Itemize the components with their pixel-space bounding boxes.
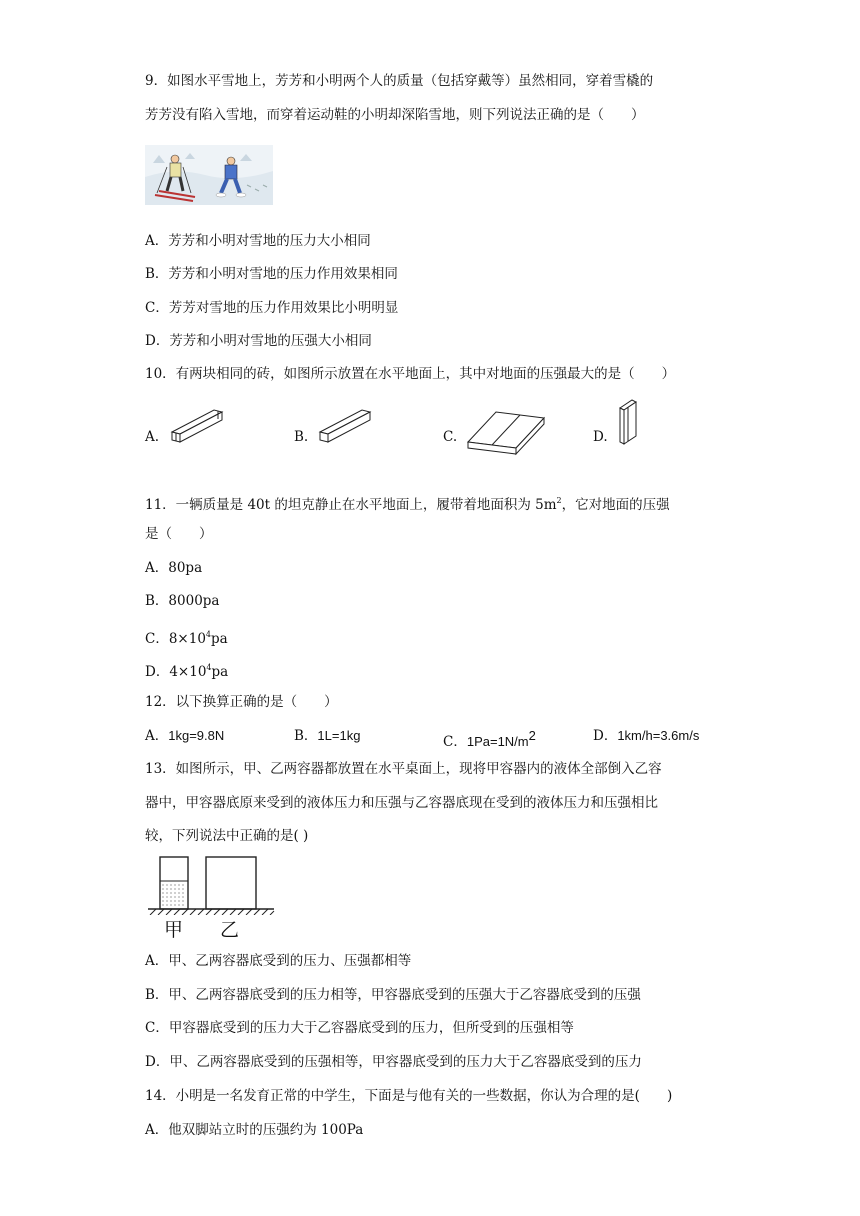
q11-option-a: A．80pa [145, 560, 203, 576]
q10-stem: 10．有两块相同的砖，如图所示放置在水平地面上，其中对地面的压强最大的是（ ） [145, 366, 676, 382]
q12-option-c: C．1Pa=1N/m2 [443, 728, 536, 750]
q11-option-c: C．$8\times 10^4pa$ [145, 630, 228, 647]
q11-stem-line1: 11．一辆质量是 40t 的坦克静止在水平地面上，履带着地面积为 $5m^2$，它对地面的压强 [145, 496, 670, 513]
q9-option-c: C．芳芳对雪地的压力作用效果比小明明显 [145, 300, 399, 316]
q13-option-c: C．甲容器底受到的压力大于乙容器底受到的压力，但所受到的压强相等 [145, 1020, 574, 1036]
q9-option-d: D．芳芳和小明对雪地的压强大小相同 [145, 333, 372, 349]
q12-option-a: A．1kg=9.8N [145, 728, 225, 744]
q14-option-a: A．他双脚站立时的压强约为 100Pa [145, 1122, 364, 1138]
q13-stem-line1: 13．如图所示，甲、乙两容器都放置在水平桌面上，现将甲容器内的液体全部倒入乙容 [145, 761, 662, 777]
q9-option-b: B．芳芳和小明对雪地的压力作用效果相同 [145, 266, 398, 282]
containers-figure [146, 855, 276, 945]
skiing-illustration [145, 145, 273, 205]
q10-label-b: B. [294, 429, 309, 445]
q11-option-b: B．8000pa [145, 593, 220, 609]
brick-figure-b [318, 406, 376, 450]
q13-option-b: B．甲、乙两容器底受到的压力相等，甲容器底受到的压强大于乙容器底受到的压强 [145, 987, 641, 1003]
q12-stem: 12．以下换算正确的是（ ） [145, 694, 338, 710]
q12-option-d: D．1km/h=3.6m/s [593, 728, 700, 744]
q9-stem-line2: 芳芳没有陷入雪地，而穿着运动鞋的小明却深陷雪地，则下列说法正确的是（ ） [145, 107, 645, 123]
q13-option-d: D．甲、乙两容器底受到的压强相等，甲容器底受到的压力大于乙容器底受到的压力 [145, 1054, 642, 1070]
q14-stem: 14．小明是一名发育正常的中学生，下面是与他有关的一些数据，你认为合理的是( ) [145, 1088, 673, 1104]
q10-label-d: D. [593, 429, 608, 445]
q13-option-a: A．甲、乙两容器底受到的压力、压强都相等 [145, 953, 412, 969]
label-yi: 乙 [220, 919, 240, 941]
q10-label-c: C. [443, 429, 458, 445]
q12-option-b: B．1L=1kg [294, 728, 361, 744]
brick-figure-c [466, 408, 546, 462]
brick-figure-d [618, 398, 642, 450]
brick-figure-a [170, 406, 228, 450]
q11-option-d: D．$4\times 10^4pa$ [145, 663, 229, 680]
q13-stem-line3: 较，下列说法中正确的是( ) [145, 828, 309, 844]
q10-label-a: A. [145, 429, 160, 445]
q9-option-a: A．芳芳和小明对雪地的压力大小相同 [145, 233, 371, 249]
label-jia: 甲 [164, 919, 184, 941]
q11-stem-line2: 是（ ） [145, 526, 213, 542]
q13-stem-line2: 器中，甲容器底原来受到的液体压力和压强与乙容器底现在受到的液体压力和压强相比 [145, 795, 658, 811]
q9-stem-line1: 9．如图水平雪地上，芳芳和小明两个人的质量（包括穿戴等）虽然相同，穿着雪橇的 [145, 73, 654, 89]
